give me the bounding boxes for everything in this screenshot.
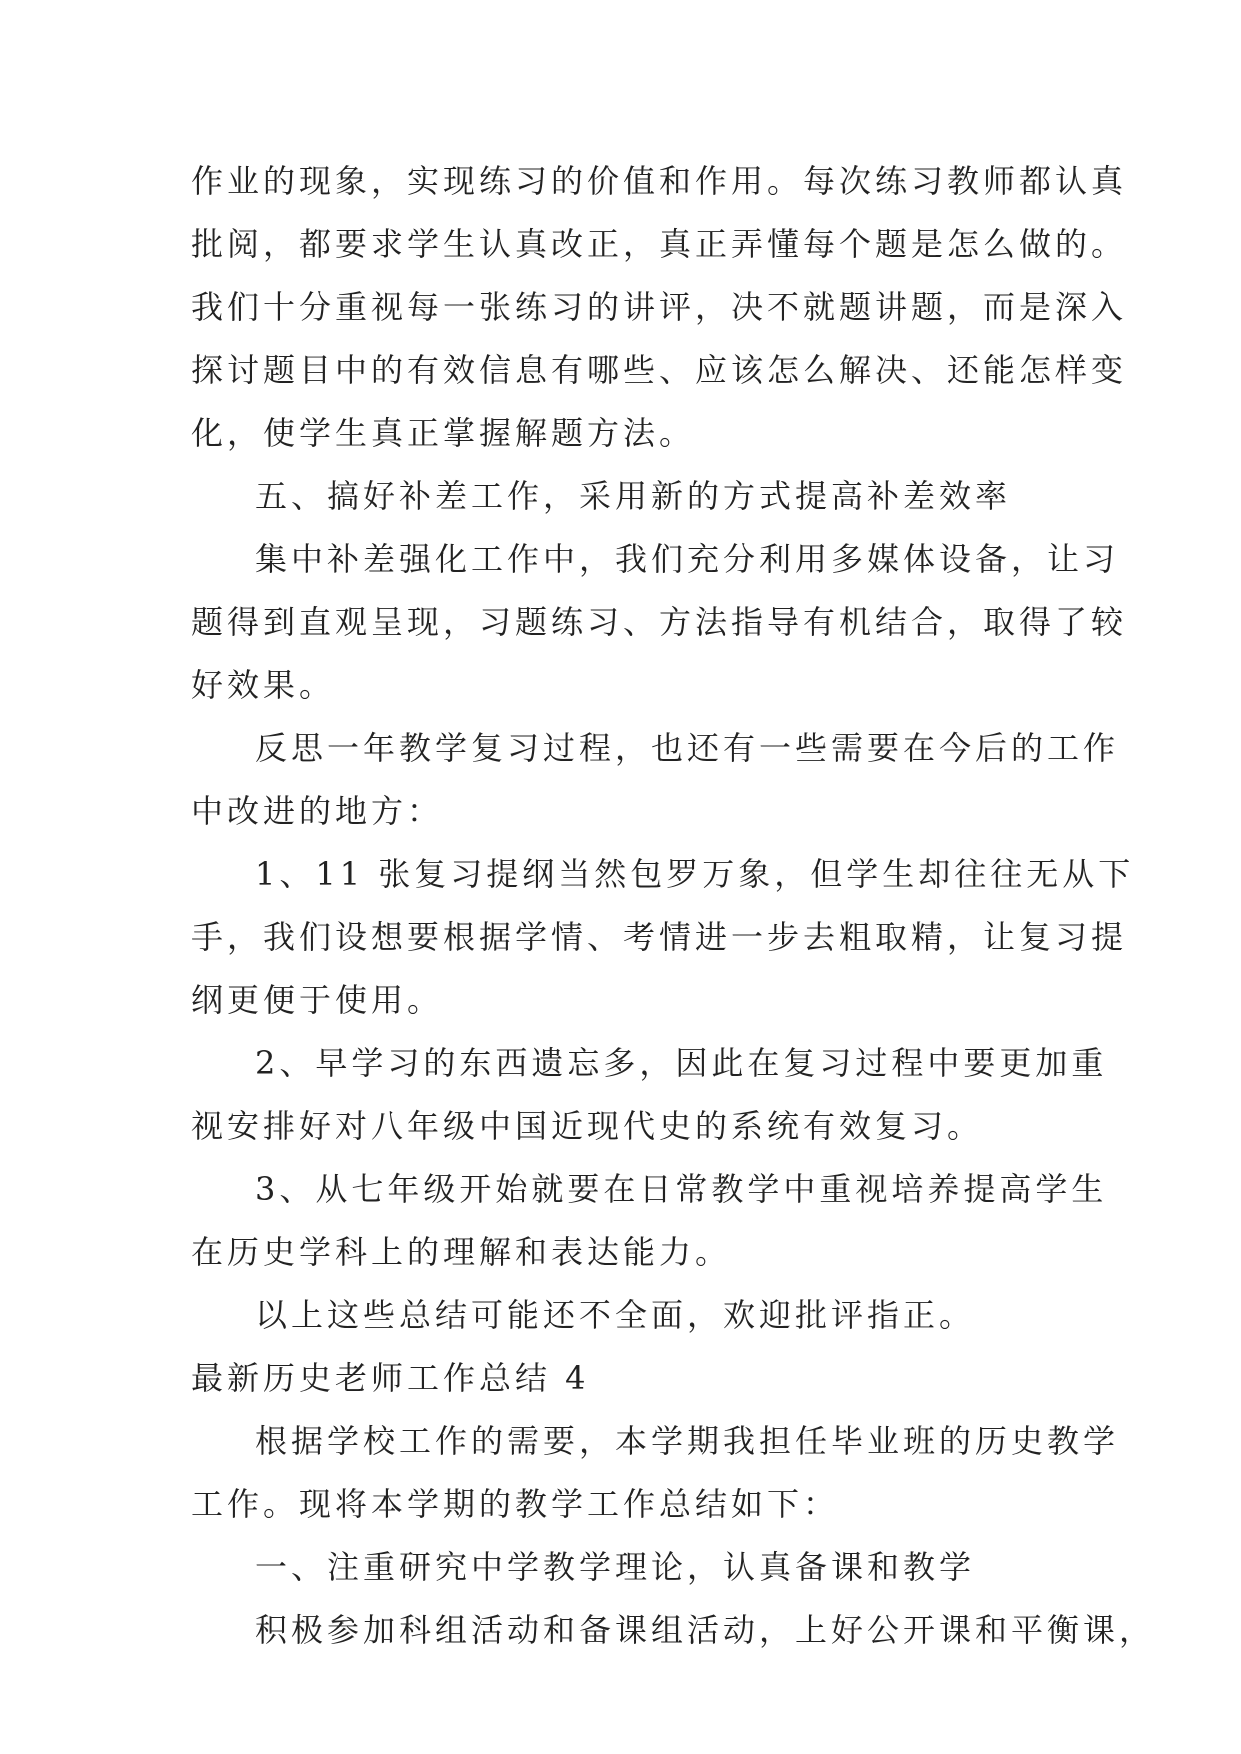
text-line: 探讨题目中的有效信息有哪些、应该怎么解决、还能怎样变 (191, 351, 1128, 389)
text-line: 纲更便于使用。 (191, 981, 444, 1019)
text-line: 中改进的地方： (191, 792, 444, 830)
document-body (191, 150, 1156, 1662)
text-line: 根据学校工作的需要，本学期我担任毕业班的历史教学 (255, 1422, 1120, 1460)
text-line: 视安排好对八年级中国近现代史的系统有效复习。 (191, 1107, 984, 1145)
list-item: 1、11 张复习提纲当然包罗万象，但学生却往往无从下 (255, 855, 1135, 893)
text-line: 作业的现象，实现练习的价值和作用。每次练习教师都认真 (191, 162, 1128, 200)
section-heading: 一、注重研究中学教学理论，认真备课和教学 (255, 1548, 976, 1586)
text-line: 反思一年教学复习过程，也还有一些需要在今后的工作 (255, 729, 1120, 767)
text-line: 积极参加科组活动和备课组活动，上好公开课和平衡课， (255, 1611, 1156, 1649)
list-item: 2、早学习的东西遗忘多，因此在复习过程中要更加重 (255, 1044, 1108, 1082)
text-line: 批阅，都要求学生认真改正，真正弄懂每个题是怎么做的。 (191, 225, 1128, 263)
text-line: 以上这些总结可能还不全面，欢迎批评指正。 (255, 1296, 976, 1334)
list-item: 3、从七年级开始就要在日常教学中重视培养提高学生 (255, 1170, 1108, 1208)
text-line: 集中补差强化工作中，我们充分利用多媒体设备，让习 (255, 540, 1120, 578)
text-line: 化，使学生真正掌握解题方法。 (191, 414, 696, 452)
text-line: 我们十分重视每一张练习的讲评，决不就题讲题，而是深入 (191, 288, 1128, 326)
document-title: 最新历史老师工作总结 4 (191, 1359, 590, 1397)
text-line: 好效果。 (191, 666, 336, 704)
text-line: 在历史学科上的理解和表达能力。 (191, 1233, 732, 1271)
text-line: 工作。现将本学期的教学工作总结如下： (191, 1485, 840, 1523)
text-line: 手，我们设想要根据学情、考情进一步去粗取精，让复习提 (191, 918, 1128, 956)
section-heading: 五、搞好补差工作，采用新的方式提高补差效率 (255, 477, 1012, 515)
text-line: 题得到直观呈现，习题练习、方法指导有机结合，取得了较 (191, 603, 1128, 641)
